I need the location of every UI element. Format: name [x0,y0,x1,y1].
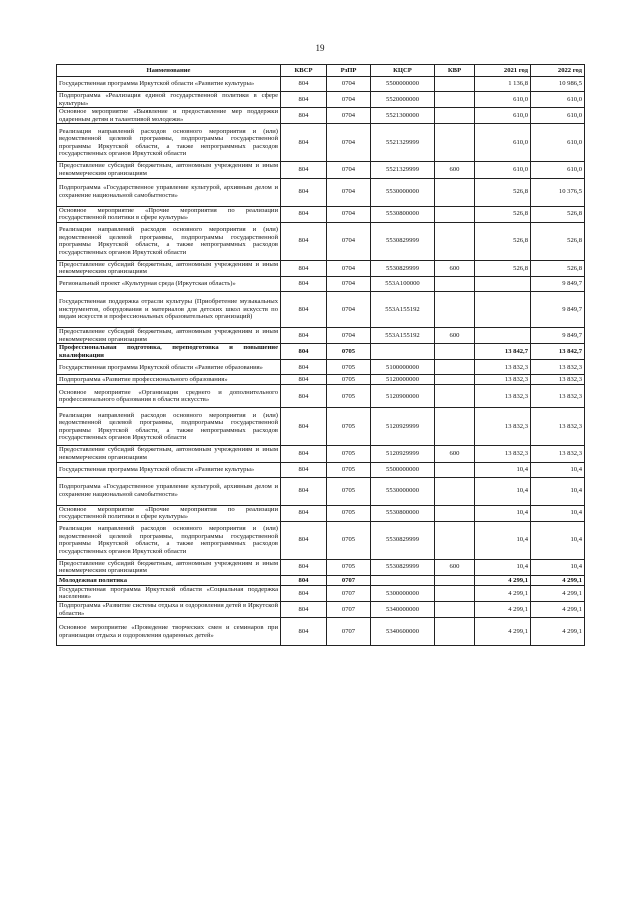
row-kcsr: 553A155192 [371,327,435,343]
row-kvr [435,385,475,408]
row-kvsr: 804 [281,291,327,327]
row-kvsr: 804 [281,505,327,521]
row-name: Предоставление субсидий бюджетным, автономным учреждениям и иным некоммерческим организациям [57,260,281,276]
table-row [57,477,585,505]
table-row [57,327,585,343]
row-name: Основное мероприятие «Выявление и предоставление мер поддержки одаренным детям и талантливой молодежи» [57,108,281,124]
column-header-name: Наименование [57,65,281,77]
row-rzpr: 0704 [327,77,371,92]
row-2022: 13 832,3 [531,446,585,462]
row-name: Государственная поддержка отрасли культуры (Приобретение музыкальных инструментов, оборудования и материалов для детских школ искусств по видам искусств и профессиональных образовательных организаций) [57,291,281,327]
row-kvr [435,124,475,162]
budget-table [56,64,585,646]
row-2022: 13 842,7 [531,344,585,360]
row-rzpr: 0704 [327,124,371,162]
row-2022: 10,4 [531,477,585,505]
row-kvr: 600 [435,162,475,178]
row-kvsr: 804 [281,260,327,276]
row-name: Региональный проект «Культурная среда (Иркутская область)» [57,276,281,291]
row-kcsr: 5530829999 [371,521,435,559]
row-2021: 13 832,3 [475,360,531,375]
table-row [57,206,585,222]
row-name: Реализация направлений расходов основного мероприятия и (или) ведомственной целевой программы, подпрограммы государственной программы Иркутской области, а также непрограммных расходов государственных органов Иркутской области [57,521,281,559]
row-kcsr: 5530829999 [371,222,435,260]
row-kvsr: 804 [281,585,327,601]
row-kcsr: 5340000000 [371,602,435,618]
row-name: Реализация направлений расходов основного мероприятия и (или) ведомственной целевой программы, подпрограммы государственной программы Иркутской области, а также непрограммных расходов государственных органов Иркутской области [57,222,281,260]
row-kcsr: 5521300000 [371,108,435,124]
row-kvsr: 804 [281,618,327,646]
row-rzpr: 0704 [327,108,371,124]
row-kcsr: 5340600000 [371,618,435,646]
row-kvr [435,77,475,92]
row-kvr [435,408,475,446]
row-2021: 526,8 [475,260,531,276]
row-kvsr: 804 [281,124,327,162]
row-kvsr: 804 [281,559,327,575]
row-rzpr: 0705 [327,375,371,385]
table-row [57,408,585,446]
row-rzpr: 0705 [327,408,371,446]
table-row [57,344,585,360]
row-name: Реализация направлений расходов основного мероприятия и (или) ведомственной целевой программы, подпрограммы государственной программы Иркутской области, а также непрограммных расходов государственных органов Иркутской области [57,408,281,446]
table-row [57,222,585,260]
row-kcsr: 5530829999 [371,559,435,575]
row-2021: 4 299,1 [475,602,531,618]
table-row [57,124,585,162]
row-2021: 10,4 [475,559,531,575]
row-kvr [435,360,475,375]
row-2021: 4 299,1 [475,575,531,585]
row-2022: 10 986,5 [531,77,585,92]
row-2021: 526,8 [475,222,531,260]
row-2021 [475,327,531,343]
row-kvr [435,206,475,222]
row-name: Предоставление субсидий бюджетным, автономным учреждениям и иным некоммерческим организациям [57,162,281,178]
column-header-kvsr: КВСР [281,65,327,77]
row-rzpr: 0705 [327,446,371,462]
row-name: Предоставление субсидий бюджетным, автономным учреждениям и иным некоммерческим организациям [57,327,281,343]
row-kvr [435,344,475,360]
row-rzpr: 0707 [327,618,371,646]
row-name: Основное мероприятие «Проведение творческих смен и семинаров при организации отдыха и оздоровления одаренных детей» [57,618,281,646]
row-rzpr: 0705 [327,505,371,521]
table-row [57,92,585,108]
row-kvr: 600 [435,559,475,575]
row-2022: 13 832,3 [531,375,585,385]
row-rzpr: 0707 [327,585,371,601]
row-2021: 4 299,1 [475,585,531,601]
row-2022: 610,0 [531,108,585,124]
table-row [57,77,585,92]
row-kvsr: 804 [281,375,327,385]
column-header-rzpr: РзПР [327,65,371,77]
row-rzpr: 0704 [327,92,371,108]
row-2021: 4 299,1 [475,618,531,646]
row-2022: 4 299,1 [531,602,585,618]
row-2021: 10,4 [475,462,531,477]
row-2022: 9 849,7 [531,327,585,343]
row-2021: 10,4 [475,477,531,505]
table-row [57,521,585,559]
row-kvsr: 804 [281,344,327,360]
row-kvr [435,222,475,260]
row-rzpr: 0707 [327,575,371,585]
row-kcsr: 5120929999 [371,446,435,462]
row-2021: 13 832,3 [475,408,531,446]
row-kcsr: 5530000000 [371,178,435,206]
table-row [57,602,585,618]
table-row [57,585,585,601]
row-2021: 13 832,3 [475,446,531,462]
row-2022: 610,0 [531,124,585,162]
row-2022: 10 376,5 [531,178,585,206]
row-name: Подпрограмма «Развитие профессионального образования» [57,375,281,385]
row-kcsr: 553A155192 [371,291,435,327]
row-kvsr: 804 [281,206,327,222]
row-rzpr: 0705 [327,344,371,360]
row-kcsr: 5521329999 [371,162,435,178]
row-kvsr: 804 [281,108,327,124]
table-row [57,575,585,585]
row-name: Профессиональная подготовка, переподготовка и повышение квалификации [57,344,281,360]
row-kvr: 600 [435,446,475,462]
row-2022: 4 299,1 [531,575,585,585]
row-2022: 610,0 [531,162,585,178]
row-2022: 526,8 [531,260,585,276]
row-kvr: 600 [435,327,475,343]
row-kcsr: 5520000000 [371,92,435,108]
row-2022: 610,0 [531,92,585,108]
table-row [57,291,585,327]
row-name: Государственная программа Иркутской области «Развитие образования» [57,360,281,375]
row-kvr: 600 [435,260,475,276]
row-rzpr: 0704 [327,162,371,178]
row-rzpr: 0704 [327,206,371,222]
row-kvsr: 804 [281,222,327,260]
row-kvsr: 804 [281,77,327,92]
row-name: Предоставление субсидий бюджетным, автономным учреждениям и иным некоммерческим организациям [57,559,281,575]
table-row [57,178,585,206]
row-kvsr: 804 [281,602,327,618]
row-2022: 13 832,3 [531,360,585,375]
row-2022: 10,4 [531,559,585,575]
row-kvr [435,585,475,601]
row-rzpr: 0704 [327,222,371,260]
row-kvr [435,178,475,206]
row-rzpr: 0704 [327,260,371,276]
column-header-kcsr: КЦСР [371,65,435,77]
row-kcsr: 553A100000 [371,276,435,291]
row-name: Основное мероприятие «Организация среднего и дополнительного профессионального образования в области искусств» [57,385,281,408]
row-kvr [435,92,475,108]
row-2022: 9 849,7 [531,276,585,291]
table-row [57,462,585,477]
column-header-2021: 2021 год [475,65,531,77]
row-kvr [435,575,475,585]
row-kcsr: 5530829999 [371,260,435,276]
row-kvsr: 804 [281,327,327,343]
row-2022: 9 849,7 [531,291,585,327]
row-2021: 610,0 [475,162,531,178]
row-2022: 10,4 [531,462,585,477]
row-2022: 4 299,1 [531,618,585,646]
table-row [57,446,585,462]
table-row [57,505,585,521]
row-name: Основное мероприятие «Прочие мероприятия по реализации государственной политики в сфере культуры» [57,505,281,521]
row-kcsr: 5300000000 [371,585,435,601]
row-2022: 526,8 [531,206,585,222]
row-rzpr: 0705 [327,462,371,477]
row-2021: 1 136,8 [475,77,531,92]
row-kcsr: 5500000000 [371,462,435,477]
row-name: Подпрограмма «Государственное управление культурой, архивным делом и сохранение национальной самобытности» [57,477,281,505]
table-row [57,618,585,646]
row-2022: 10,4 [531,505,585,521]
row-kvr [435,108,475,124]
row-rzpr: 0704 [327,178,371,206]
row-kvsr: 804 [281,385,327,408]
column-header-kvr: КВР [435,65,475,77]
row-kvr [435,291,475,327]
row-rzpr: 0707 [327,602,371,618]
row-kcsr: 5120000000 [371,375,435,385]
row-2021: 526,8 [475,206,531,222]
row-kcsr: 5530800000 [371,505,435,521]
row-kcsr: 5530800000 [371,206,435,222]
row-kvsr: 804 [281,521,327,559]
row-kcsr: 5500000000 [371,77,435,92]
table-body [57,77,585,646]
row-rzpr: 0704 [327,327,371,343]
row-kvsr: 804 [281,276,327,291]
row-2021 [475,291,531,327]
row-kvsr: 804 [281,575,327,585]
table-row [57,385,585,408]
row-kcsr: 5521329999 [371,124,435,162]
row-name: Молодежная политика [57,575,281,585]
row-rzpr: 0705 [327,385,371,408]
row-name: Основное мероприятие «Прочие мероприятия по реализации государственной политики в сфере культуры» [57,206,281,222]
row-name: Подпрограмма «Реализация единой государственной политики в сфере культуры» [57,92,281,108]
row-kcsr [371,575,435,585]
row-2021: 610,0 [475,124,531,162]
row-name: Государственная программа Иркутской области «Развитие культуры» [57,462,281,477]
row-rzpr: 0705 [327,360,371,375]
row-2021: 610,0 [475,108,531,124]
row-kvsr: 804 [281,477,327,505]
row-2022: 13 832,3 [531,408,585,446]
row-2022: 10,4 [531,521,585,559]
row-2022: 13 832,3 [531,385,585,408]
row-rzpr: 0705 [327,521,371,559]
table-row [57,108,585,124]
row-kvsr: 804 [281,462,327,477]
row-2021: 526,8 [475,178,531,206]
column-header-2022: 2022 год [531,65,585,77]
row-rzpr: 0705 [327,477,371,505]
row-kvr [435,276,475,291]
row-kvr [435,375,475,385]
row-rzpr: 0705 [327,559,371,575]
row-kvsr: 804 [281,92,327,108]
row-kvsr: 804 [281,162,327,178]
row-name: Государственная программа Иркутской области «Социальная поддержка населения» [57,585,281,601]
row-name: Подпрограмма «Государственное управление культурой, архивным делом и сохранение национальной самобытности» [57,178,281,206]
row-2021: 10,4 [475,505,531,521]
row-2022: 526,8 [531,222,585,260]
row-kvr [435,618,475,646]
table-row [57,559,585,575]
row-name: Предоставление субсидий бюджетным, автономным учреждениям и иным некоммерческим организациям [57,446,281,462]
row-2021: 13 832,3 [475,375,531,385]
table-row [57,162,585,178]
row-kcsr: 5530000000 [371,477,435,505]
table-row [57,260,585,276]
row-kvr [435,505,475,521]
row-2021: 13 832,3 [475,385,531,408]
row-kvsr: 804 [281,446,327,462]
row-kcsr: 5100000000 [371,360,435,375]
table-row [57,375,585,385]
row-name: Реализация направлений расходов основного мероприятия и (или) ведомственной целевой программы, подпрограммы государственной программы Иркутской области, а также непрограммных расходов государственных органов Иркутской области [57,124,281,162]
table-row [57,276,585,291]
row-kvr [435,477,475,505]
row-kvsr: 804 [281,408,327,446]
row-kvr [435,462,475,477]
table-row [57,360,585,375]
row-2021: 610,0 [475,92,531,108]
row-name: Государственная программа Иркутской области «Развитие культуры» [57,77,281,92]
row-kvr [435,602,475,618]
row-kcsr [371,344,435,360]
row-rzpr: 0704 [327,291,371,327]
row-2021: 13 842,7 [475,344,531,360]
table-header-row [57,65,585,77]
row-2021: 10,4 [475,521,531,559]
row-kvsr: 804 [281,360,327,375]
row-2022: 4 299,1 [531,585,585,601]
row-name: Подпрограмма «Развитие системы отдыха и оздоровления детей в Иркутской области» [57,602,281,618]
row-kcsr: 5120900000 [371,385,435,408]
row-rzpr: 0704 [327,276,371,291]
row-kvr [435,521,475,559]
row-2021 [475,276,531,291]
row-kvsr: 804 [281,178,327,206]
page-number: 19 [315,43,325,53]
row-kcsr: 5120929999 [371,408,435,446]
